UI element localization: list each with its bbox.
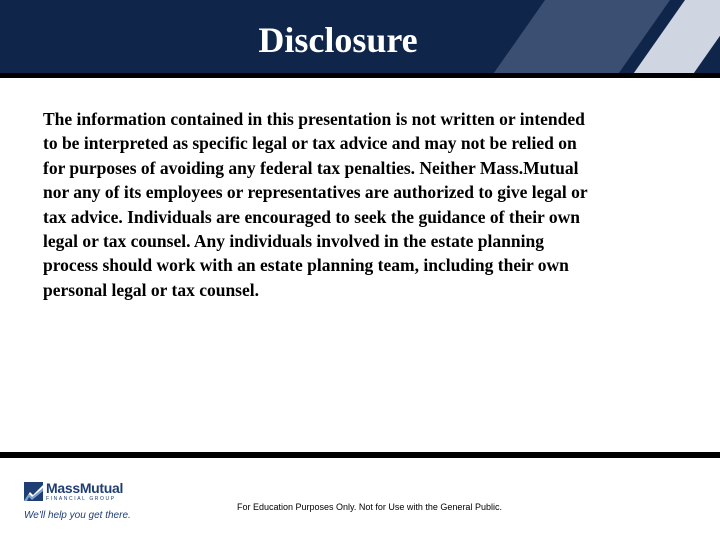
logo-subtitle: FINANCIAL GROUP bbox=[46, 496, 116, 502]
logo-name: MassMutual bbox=[46, 480, 124, 496]
massmutual-logo bbox=[24, 480, 164, 524]
header-divider bbox=[0, 73, 720, 78]
header-bar bbox=[0, 0, 720, 78]
disclosure-text: The information contained in this presentation is not written or intended to be interpreted as specific legal or tax advice and may not be relied on for purposes of avoiding any federal tax penalties. Neither Mass.Mutual nor any of its employees or representatives are authorized to give legal or tax advice. Individuals are encouraged to seek the guidance of their own legal or tax counsel. Any individuals involved in the estate planning process should work with an estate planning team, including their own personal legal or tax counsel. bbox=[43, 109, 588, 300]
logo-tagline: We'll help you get there. bbox=[24, 510, 131, 521]
footer-note: For Education Purposes Only. Not for Use with the General Public. bbox=[237, 502, 502, 512]
footer-divider bbox=[0, 452, 720, 458]
massmutual-logo-icon bbox=[24, 482, 43, 501]
slide-title: Disclosure bbox=[258, 20, 418, 60]
